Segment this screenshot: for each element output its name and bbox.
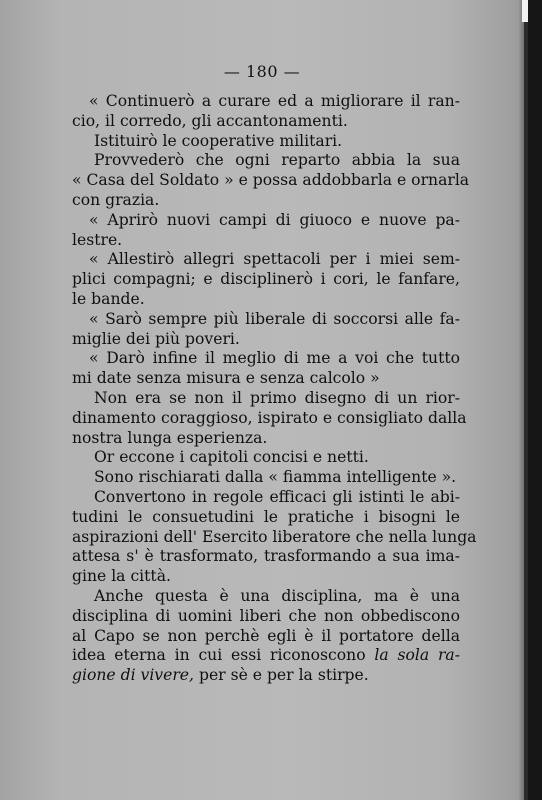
text-line: miglie dei più poveri. [72, 329, 240, 348]
text-line: le bande. [72, 289, 145, 308]
text-line: al Capo se non perchè egli è il portatore della [72, 626, 460, 645]
text-line: « Aprirò nuovi campi di giuoco e nuove pa- [89, 210, 460, 229]
page-tab-marker [522, 0, 528, 22]
text-line: Provvederò che ogni reparto abbia la sua [94, 151, 460, 170]
text-line: Anche questa è una disciplina, ma è una [94, 586, 460, 605]
text-line: cio, il corredo, gli accantonamenti. [72, 111, 348, 130]
text-line: aspirazioni dell' Esercito liberatore che nella lunga [72, 527, 477, 546]
text-line: dinamento coraggioso, ispirato e consigliato dalla [72, 408, 467, 427]
italic-phrase: gione di vivere, [72, 666, 194, 685]
text-line: « Allestirò allegri spettacoli per i miei sem- [89, 250, 460, 269]
text-line: idea eterna in cui essi riconoscono la sola ra- [72, 646, 460, 665]
text-line: nostra lunga esperienza. [72, 428, 268, 447]
text-line: lestre. [72, 230, 123, 249]
text-line: Istituirò le cooperative militari. [94, 131, 343, 150]
italic-phrase: la sola ra- [374, 646, 460, 665]
text-line: Convertono in regole efficaci gli istinti le abi- [94, 487, 460, 506]
text-line: Non era se non il primo disegno di un rior- [94, 388, 460, 407]
text-line: plici compagni; e disciplinerò i cori, le fanfare, [72, 270, 460, 289]
text-line: « Sarò sempre più liberale di soccorsi alle fa- [89, 309, 460, 328]
text-line: gine la città. [72, 567, 171, 586]
text-line: tudini le consuetudini le pratiche i bisogni le [72, 507, 460, 526]
book-spine-edge [528, 0, 542, 800]
text-line: disciplina di uomini liberi che non obbediscono [72, 606, 460, 625]
text-line: « Casa del Soldato » e possa addobbarla e ornarla [72, 171, 470, 190]
text-line: Sono rischiarati dalla « fiamma intelligente ». [94, 468, 457, 487]
text-line: mi date senza misura e senza calcolo » [72, 369, 380, 388]
text-line: con grazia. [72, 190, 160, 209]
body-text [72, 92, 477, 686]
text-line: attesa s' è trasformato, trasformando a sua ima- [72, 547, 460, 566]
page-edge-shadow [518, 0, 524, 800]
text-line: « Continuerò a curare ed a migliorare il ran- [89, 92, 460, 110]
text-line: « Darò infine il meglio di me a voi che tutto [89, 349, 460, 368]
text-line: gione di vivere, per sè e per la stirpe. [72, 666, 369, 685]
text-line: Or eccone i capitoli concisi e netti. [94, 448, 369, 467]
page-number: — 180 — [223, 62, 301, 81]
